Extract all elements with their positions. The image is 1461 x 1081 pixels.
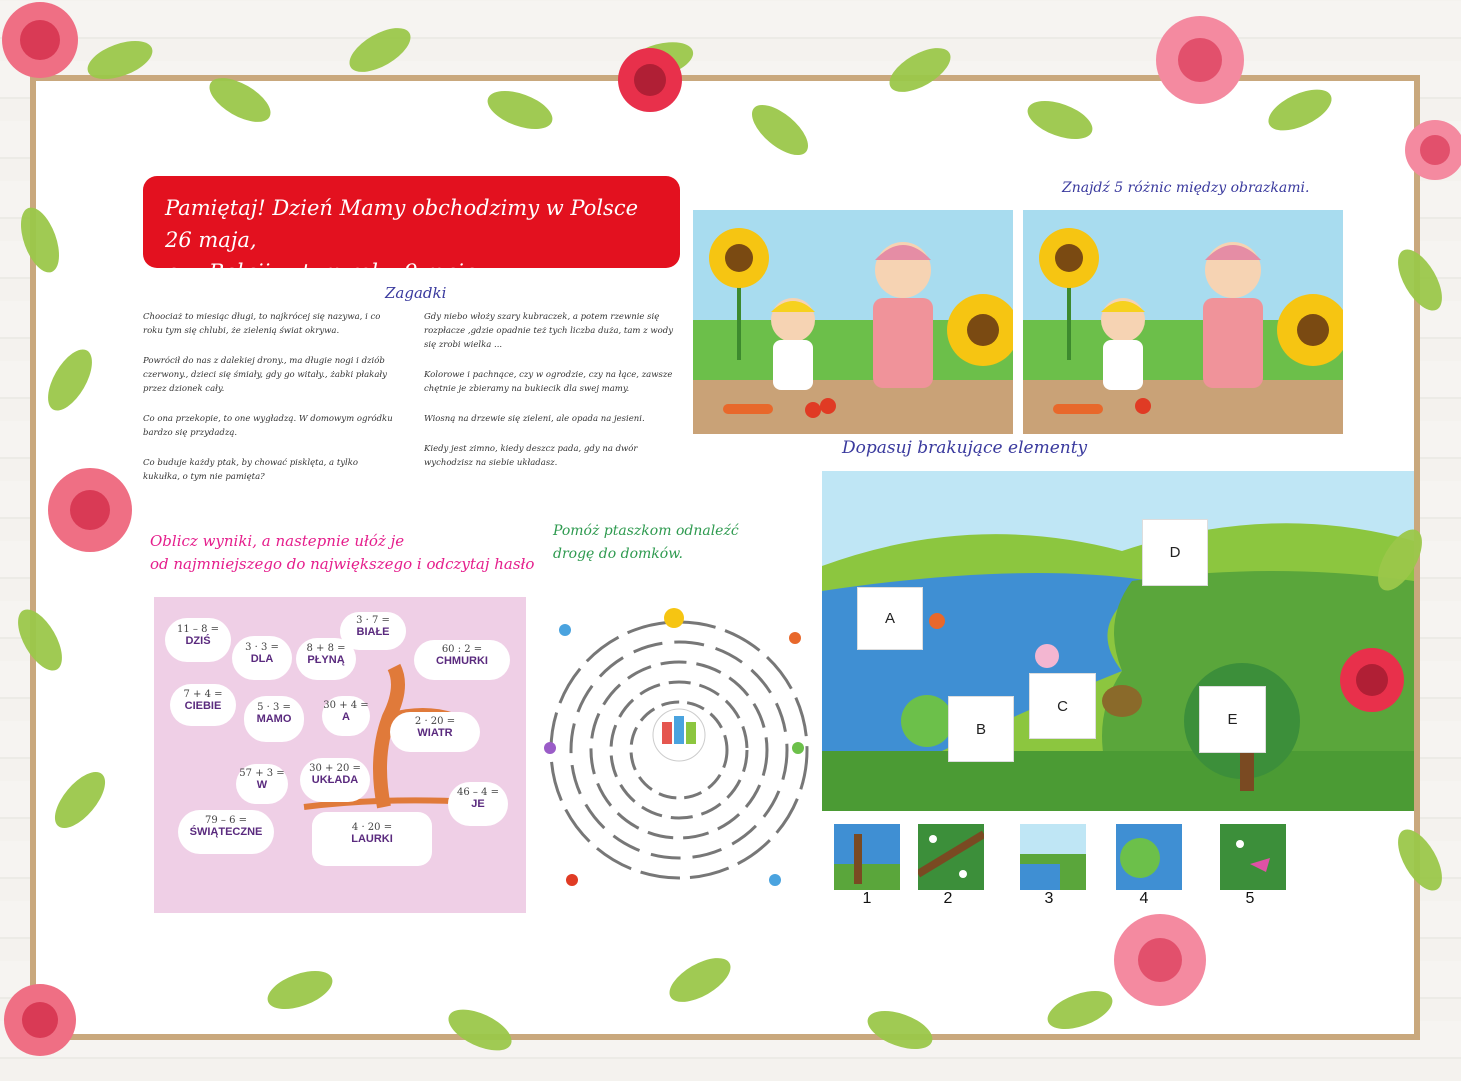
riddle: Co ona przekopie, to one wygładzą. W domowym ogródku bardzo się przydadzą. — [143, 414, 393, 438]
riddles-left-column — [143, 310, 393, 500]
piece-5-image[interactable] — [1220, 824, 1286, 890]
maze-title-line-1: Pomóż ptaszkom odnaleźć — [553, 523, 739, 539]
heart-word: WIATR — [417, 727, 453, 739]
reminder-line-1: Pamiętaj! Dzień Mamy obchodzimy w Polsce 26 maja, — [165, 196, 639, 252]
piece-2-image[interactable] — [918, 824, 984, 890]
missing-slot-b[interactable]: B — [948, 696, 1014, 762]
bird-icon — [544, 742, 556, 754]
heart-card — [170, 684, 236, 726]
piece-3-image[interactable] — [1020, 824, 1086, 890]
heart-card — [236, 764, 288, 804]
heart-card — [322, 696, 370, 736]
piece-4-image[interactable] — [1116, 824, 1182, 890]
riddles-title: Zagadki — [385, 284, 447, 302]
heart-word: BIAŁE — [356, 626, 390, 638]
fish-icon — [929, 613, 945, 629]
riddle: Kiedy jest zimno, kiedy deszcz pada, gdy na dwór wychodzisz na siebie układasz. — [424, 444, 638, 468]
maze-title-line-2: drogę do domków. — [553, 546, 683, 562]
missing-slot-e[interactable]: E — [1199, 686, 1266, 753]
heart-equation: 4 · 20 = — [351, 822, 393, 833]
heart-word: DZIŚ — [185, 635, 211, 647]
piece-2-number: 2 — [943, 890, 953, 907]
heart-equation: 30 + 20 = — [309, 763, 361, 774]
reminder-line-2: a w Belgii w tym roku 9 maja. — [165, 260, 483, 284]
heart-word: W — [256, 779, 268, 791]
piece-4-number: 4 — [1139, 890, 1149, 907]
heart-card — [232, 636, 292, 680]
bird-icon — [789, 632, 801, 644]
heart-equation: 7 + 4 = — [183, 689, 223, 700]
match-title: Dopasuj brakujące elementy — [842, 438, 1088, 458]
maze-title — [553, 520, 739, 566]
math-title-line-1: Oblicz wyniki, a nastepnie ułóż je — [150, 532, 405, 550]
heart-equation: 2 · 20 = — [414, 716, 456, 727]
difference-picture-left — [693, 210, 1013, 434]
heart-equation: 79 – 6 = — [204, 815, 247, 826]
riddle: Co buduje każdy ptak, by chować pisklęta, a tylko kukułka, o tym nie pamięta? — [143, 458, 359, 482]
heart-card — [340, 612, 406, 650]
heart-equation: 5 · 3 = — [257, 702, 291, 713]
heart-card — [414, 640, 510, 680]
math-title — [150, 530, 534, 576]
riddle: Powrócił do nas z dalekiej drony., ma długie nogi i dziób czerwony., dzieci się śmiały, gdy go witały., żabki płakały przez dzionek cały. — [143, 356, 387, 394]
heart-card — [300, 758, 370, 802]
missing-slot-d[interactable]: D — [1142, 519, 1208, 586]
heart-word: A — [342, 711, 350, 723]
heart-word: MAMO — [256, 713, 292, 725]
riddles-right-column — [424, 310, 686, 486]
heart-word: UKŁADA — [311, 774, 359, 786]
missing-slot-c[interactable]: C — [1029, 673, 1096, 739]
sun-icon — [664, 608, 684, 628]
heart-word: CIEBIE — [184, 700, 222, 712]
riddle: Wiosną na drzewie się zieleni, ale opada na jesieni. — [424, 414, 645, 424]
heart-word: PŁYNĄ — [307, 654, 345, 666]
heart-card — [390, 712, 480, 752]
piece-1-image[interactable] — [834, 824, 900, 890]
heart-word: LAURKI — [351, 833, 393, 845]
riddle: Gdy niebo włoży szary kubraczek, a potem rzewnie się rozpłacze ,gdzie opadnie też tych liczba duża, tam z wody się zrobi wielka ... — [424, 312, 673, 350]
turtle-icon — [1102, 685, 1142, 717]
frog-icon — [901, 695, 953, 747]
piece-3-number: 3 — [1044, 890, 1054, 907]
circular-maze[interactable] — [540, 600, 818, 896]
reminder-banner — [143, 176, 680, 284]
heart-word: DLA — [250, 653, 274, 665]
difference-picture-right — [1023, 210, 1343, 434]
heart-equation: 3 · 7 = — [356, 615, 390, 626]
bird-icon — [792, 742, 804, 754]
missing-slot-a[interactable]: A — [857, 587, 923, 650]
heart-card — [165, 618, 231, 662]
riddle: Choociaż to miesiąc długi, to najkrócej się nazywa, i co roku tym się chlubi, że zielenią świat okrywa. — [143, 312, 381, 336]
heart-equation: 8 + 8 = — [306, 643, 346, 654]
piece-5-number: 5 — [1245, 890, 1255, 907]
math-title-line-2: od najmniejszego do największego i odczytaj hasło — [150, 555, 535, 573]
heart-card — [448, 782, 508, 826]
bird-icon — [559, 624, 571, 636]
heart-equation: 46 – 4 = — [456, 787, 499, 798]
heart-card — [244, 696, 304, 742]
heart-card — [178, 810, 274, 854]
heart-equation: 3 · 3 = — [245, 642, 279, 653]
riddle: Kolorowe i pachnące, czy w ogrodzie, czy na łące, zawsze chętnie je zbieramy na bukiecik dla swej mamy. — [424, 370, 673, 394]
heart-word: CHMURKI — [436, 655, 488, 667]
scroll-card — [312, 812, 432, 866]
heart-equation: 57 + 3 = — [239, 768, 285, 779]
bird-icon — [769, 874, 781, 886]
bird-icon — [566, 874, 578, 886]
heart-equation: 30 + 4 = — [323, 700, 369, 711]
water-lily-icon — [1035, 644, 1059, 668]
differences-title: Znajdź 5 różnic między obrazkami. — [1062, 180, 1310, 196]
piece-1-number: 1 — [862, 890, 872, 907]
heart-word: ŚWIĄTECZNE — [189, 826, 263, 838]
heart-word: JE — [471, 798, 485, 810]
heart-equation: 60 : 2 = — [441, 644, 483, 655]
heart-equation: 11 – 8 = — [176, 624, 219, 635]
